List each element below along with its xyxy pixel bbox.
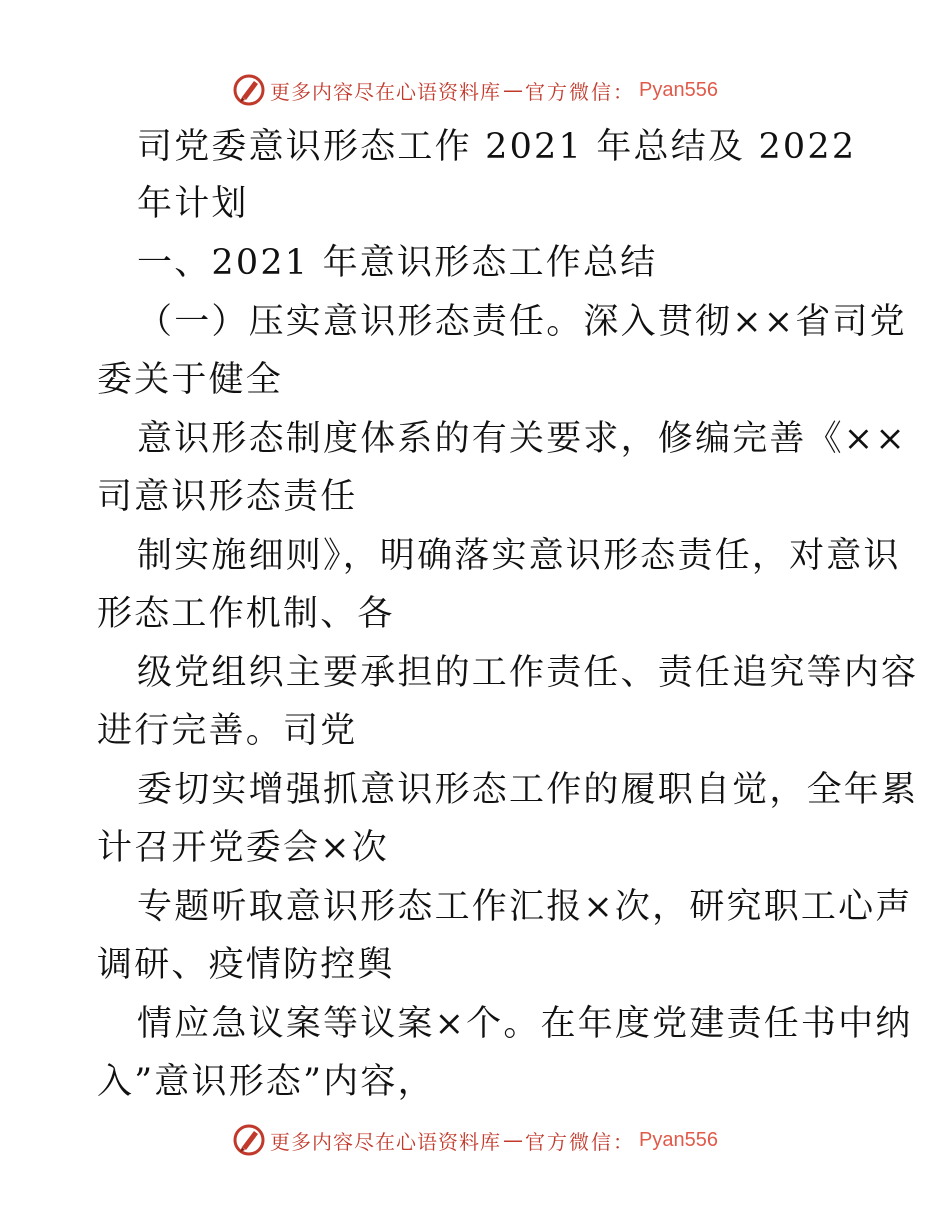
paragraph-line: 调研、疫情防控舆: [97, 945, 395, 985]
paragraph-line: （一）压实意识形态责任。深入贯彻××省司党: [137, 302, 907, 342]
paragraph-line: 司意识形态责任: [97, 477, 358, 517]
paragraph-line: 计召开党委会×次: [97, 828, 389, 868]
paragraph-line: 进行完善。司党: [97, 711, 358, 751]
watermark-text-main: 更多内容尽在心语资料库: [270, 79, 502, 104]
pen-logo-icon: [232, 73, 266, 107]
watermark-text-main: 更多内容尽在心语资料库: [270, 1129, 502, 1154]
doc-title-line-2: 年计划: [137, 184, 249, 224]
paragraph-line: 专题听取意识形态工作汇报×次，研究职工心声: [137, 887, 913, 927]
pen-logo-icon: [232, 1123, 266, 1157]
watermark-text-sub: 官方微信：: [525, 1129, 636, 1154]
watermark-footer: [0, 1120, 950, 1160]
paragraph-line: 形态工作机制、各: [97, 594, 395, 634]
paragraph-line: 委切实增强抓意识形态工作的履职自觉，全年累: [137, 770, 919, 810]
paragraph-line: 情应急议案等议案×个。在年度党建责任书中纳: [137, 1004, 913, 1044]
section-heading: 一、2021 年意识形态工作总结: [137, 243, 658, 283]
paragraph-line: 意识形态制度体系的有关要求，修编完善《××: [137, 419, 907, 459]
watermark-dash: —: [503, 1128, 524, 1152]
watermark-id: Pyan556: [639, 1128, 718, 1151]
paragraph-line: 制实施细则》，明确落实意识形态责任，对意识: [137, 536, 901, 576]
doc-title-line-1: 司党委意识形态工作 2021 年总结及 2022: [137, 127, 857, 167]
watermark-id: Pyan556: [639, 78, 718, 101]
paragraph-line: 级党组织主要承担的工作责任、责任追究等内容: [137, 653, 919, 693]
paragraph-line: 委关于健全: [97, 360, 284, 400]
paragraph-line: 入”意识形态”内容，: [97, 1062, 435, 1102]
watermark-header: [0, 70, 950, 110]
watermark-text-sub: 官方微信：: [525, 79, 636, 104]
watermark-dash: —: [503, 78, 524, 102]
